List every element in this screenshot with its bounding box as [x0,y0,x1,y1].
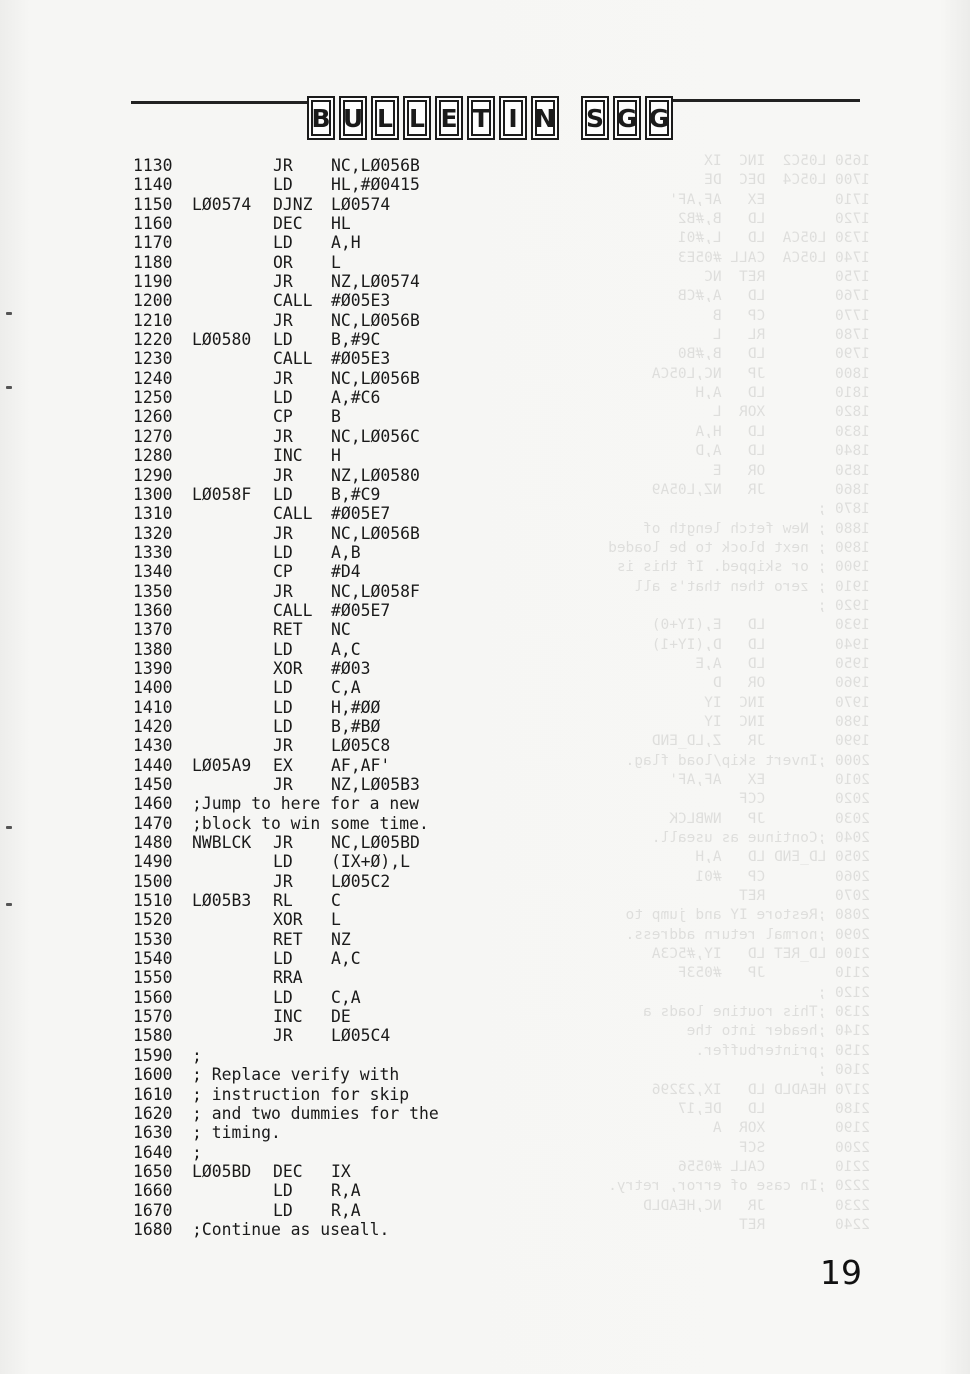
code-mnemonic: RRA [273,968,303,988]
code-mnemonic: LD [273,175,293,195]
masthead-letter: L [403,96,431,140]
code-comment: ; and two dummies for the [192,1103,439,1123]
code-line [133,427,439,446]
code-label [192,949,273,968]
line-number: 1420 [133,716,173,736]
line-number: 1470 [133,813,173,833]
code-mnemonic: JR [273,1026,293,1046]
code-label [192,640,273,659]
code-line [133,736,439,755]
code-line [133,833,439,852]
code-operand: LØ05C8 [331,736,391,756]
code-operand: #D4 [331,562,361,582]
code-operand: #Ø05E7 [331,600,391,620]
code-line [133,562,439,581]
code-mnemonic: CALL [273,291,313,311]
code-line [133,988,439,1007]
code-operand: IX [331,1161,351,1181]
code-operand: NZ,LØ0574 [331,272,420,292]
code-line [133,466,439,485]
code-line [133,968,439,987]
code-label: LØ05A9 [192,755,252,775]
code-label [192,524,273,543]
code-label [192,601,273,620]
code-line [133,1104,439,1123]
code-operand: L [331,910,341,930]
masthead-letter: U [339,96,367,140]
code-line [133,272,439,291]
code-operand: NC,LØ05BD [331,833,420,853]
line-number: 1150 [133,194,173,214]
line-number: 1340 [133,562,173,582]
code-line [133,659,439,678]
code-mnemonic: DEC [273,1161,303,1181]
punch-mark [6,826,12,829]
code-line [133,485,439,504]
header-rule-left [131,101,309,104]
code-mnemonic: LD [273,949,293,969]
line-number: 1620 [133,1103,173,1123]
masthead-letter: N [531,96,559,140]
code-mnemonic: XOR [273,658,303,678]
code-operand: NZ,LØ0580 [331,465,420,485]
line-number: 1600 [133,1065,173,1085]
code-line [133,775,439,794]
code-line [133,1085,439,1104]
code-line [133,717,439,736]
code-line [133,1065,439,1084]
code-mnemonic: JR [273,736,293,756]
code-mnemonic: DEC [273,214,303,234]
code-mnemonic: JR [273,523,293,543]
code-mnemonic: LD [273,1200,293,1220]
code-line [133,543,439,562]
code-mnemonic: RET [273,929,303,949]
line-number: 1370 [133,620,173,640]
line-number: 1540 [133,949,173,969]
code-line [133,794,439,813]
code-line [133,233,439,252]
code-line [133,253,439,272]
code-operand: C [331,891,341,911]
line-number: 1530 [133,929,173,949]
code-operand: AF,AF' [331,755,391,775]
code-operand: LØ05C2 [331,871,391,891]
code-line [133,311,439,330]
code-line [133,582,439,601]
code-operand: HL,#Ø0415 [331,175,420,195]
line-number: 1190 [133,272,173,292]
code-operand: C,A [331,678,361,698]
code-mnemonic: LD [273,484,293,504]
code-operand: LØ0574 [331,194,391,214]
code-label [192,620,273,639]
code-comment: ; timing. [192,1123,281,1143]
code-label: LØ0574 [192,194,252,214]
line-number: 1510 [133,891,173,911]
code-operand: NC,LØ058F [331,581,420,601]
code-mnemonic: XOR [273,910,303,930]
code-label: LØ058F [192,484,252,504]
code-line [133,930,439,949]
code-line [133,446,439,465]
code-mnemonic: JR [273,426,293,446]
code-operand: A,C [331,949,361,969]
punch-mark [6,386,12,389]
line-number: 1660 [133,1181,173,1201]
code-mnemonic: OR [273,252,293,272]
code-operand: DE [331,1007,351,1027]
code-line [133,620,439,639]
line-number: 1440 [133,755,173,775]
code-label [192,1007,273,1026]
code-mnemonic: JR [273,871,293,891]
code-line [133,872,439,891]
masthead-letter: G [613,96,641,140]
line-number: 1320 [133,523,173,543]
line-number: 1390 [133,658,173,678]
line-number: 1490 [133,852,173,872]
code-mnemonic: JR [273,581,293,601]
code-mnemonic: DJNZ [273,194,313,214]
code-operand: #Ø03 [331,658,371,678]
code-line [133,601,439,620]
code-operand: #Ø05E3 [331,291,391,311]
code-line [133,678,439,697]
code-mnemonic: RET [273,620,303,640]
code-listing [133,156,439,1239]
code-mnemonic: CALL [273,600,313,620]
code-line [133,1007,439,1026]
code-comment: ; [192,1045,202,1065]
line-number: 1640 [133,1142,173,1162]
code-line [133,1201,439,1220]
code-line [133,698,439,717]
code-mnemonic: CP [273,562,293,582]
code-label [192,407,273,426]
line-number: 1290 [133,465,173,485]
code-mnemonic: LD [273,852,293,872]
code-operand: NZ [331,929,351,949]
code-mnemonic: CALL [273,504,313,524]
code-label [192,233,273,252]
code-label [192,369,273,388]
code-line [133,291,439,310]
code-mnemonic: LD [273,233,293,253]
code-operand: B [331,407,341,427]
code-label [192,253,273,272]
code-operand: A,H [331,233,361,253]
code-mnemonic: LD [273,987,293,1007]
code-line [133,504,439,523]
code-line [133,910,439,929]
code-operand: B,#9C [331,330,381,350]
code-operand: NZ,LØ05B3 [331,775,420,794]
code-mnemonic: JR [273,156,293,175]
code-label [192,910,273,929]
code-mnemonic: LD [273,697,293,717]
code-operand: HL [331,214,351,234]
masthead-letter: T [467,96,495,140]
masthead-letter: G [645,96,673,140]
code-label [192,659,273,678]
code-mnemonic: LD [273,388,293,408]
code-mnemonic: CP [273,407,293,427]
code-mnemonic: LD [273,639,293,659]
code-mnemonic: JR [273,368,293,388]
code-line [133,1220,439,1239]
line-number: 1200 [133,291,173,311]
line-number: 1230 [133,349,173,369]
code-operand: B,#BØ [331,716,381,736]
code-mnemonic: INC [273,446,303,466]
code-line [133,1162,439,1181]
line-number: 1520 [133,910,173,930]
code-label [192,930,273,949]
code-line [133,349,439,368]
code-mnemonic: LD [273,542,293,562]
code-line [133,852,439,871]
code-comment: ;Continue as useall. [192,1219,390,1239]
code-operand: #Ø05E7 [331,504,391,524]
masthead-letter: B [307,96,335,140]
line-number: 1670 [133,1200,173,1220]
code-label: LØ05BD [192,1161,252,1181]
code-label: LØ0580 [192,330,252,350]
code-operand: NC,LØ056B [331,368,420,388]
code-line [133,175,439,194]
code-label [192,543,273,562]
code-label [192,214,273,233]
line-number: 1500 [133,871,173,891]
code-line [133,1123,439,1142]
line-number: 1680 [133,1219,173,1239]
masthead-letter: I [499,96,527,140]
code-label [192,311,273,330]
code-mnemonic: JR [273,310,293,330]
code-comment: ; instruction for skip [192,1084,410,1104]
code-label [192,988,273,1007]
code-label [192,717,273,736]
line-number: 1380 [133,639,173,659]
code-line [133,524,439,543]
code-label [192,446,273,465]
code-label [192,582,273,601]
line-number: 1210 [133,310,173,330]
line-number: 1160 [133,214,173,234]
code-operand: NC,LØ056C [331,426,420,446]
header-rule-right [653,99,860,102]
code-label [192,291,273,310]
code-mnemonic: LD [273,1181,293,1201]
code-label [192,1201,273,1220]
code-operand: NC,LØ056B [331,156,420,175]
code-operand: A,#C6 [331,388,381,408]
code-operand: NC,LØ056B [331,310,420,330]
code-line [133,195,439,214]
line-number: 1460 [133,794,173,814]
code-label [192,736,273,755]
code-operand: H,#ØØ [331,697,381,717]
code-line [133,369,439,388]
code-line [133,407,439,426]
code-operand: A,B [331,542,361,562]
punch-mark [6,312,12,315]
code-label [192,427,273,446]
code-line [133,214,439,233]
code-operand: NC,LØ056B [331,523,420,543]
line-number: 1570 [133,1007,173,1027]
code-operand: B,#C9 [331,484,381,504]
show-through-text: 1650 L05C2 INC IX 1700 L05C4 DEC DE 1710 EX AF,AF' 1720 LD B,#B2 1730 L05CA LD L,#01 1740 L05CA CALL #05E3 1750 RET NC 1760 LD A,#CB 1770 CP B 1780 RL L 1790 LD B,#B0 1800 JP NC,L05CA 1810 LD A,H 1820 XOR L 1830 LD H,A 1840 LD A,D 1850 OR E 1860 JR NZ,L05A9 1870 ; 1880 ; New fetch length of 1890 ; next block to be loaded 1900 ; or skipped. If this is 1910 ; zero then that's all 1920 ; 1930 LD E,(IY+0) 1940 LD D,(IY+1) 1950 LD A,E 1960 OR D 1970 INC IY 1980 INC IY 1990 JR Z,LD_END 2000 ;Invert skip/load flag. 2010 EX AF,AF' 2020 CCF 2030 JP NWBLCK 2040 ;Continue as useall. 2050 LD_END LD A,H 2060 CP #01 2070 RET 2080 ;Restore IY and jump to 2090 ;normal return address. 2100 LD_RET LD IY,#5C3A 2110 JP #053F 2120 ; 2130 ;This routine loads a 2140 ;header into the 2150 ;printerbuffer. 2160 ; 2170 HEADLD LD IX,23296 2180 LD DE,17 2190 XOR A 2200 SCF 2210 CALL #0556 2220 ;In case of error, retry. 2230 JR NC,HEADLD 2240 RET [608,153,870,1233]
code-comment: ;Jump to here for a new [192,794,419,814]
code-label [192,466,273,485]
code-comment: ; Replace verify with [192,1065,400,1085]
code-operand: A,C [331,639,361,659]
masthead-letter: E [435,96,463,140]
code-line [133,1046,439,1065]
code-line [133,814,439,833]
line-number: 1170 [133,233,173,253]
line-number: 1300 [133,484,173,504]
code-line [133,388,439,407]
line-number: 1280 [133,446,173,466]
code-line [133,891,439,910]
code-mnemonic: EX [273,755,293,775]
line-number: 1140 [133,175,173,195]
code-line [133,156,439,175]
code-line [133,640,439,659]
line-number: 1180 [133,252,173,272]
code-line [133,1026,439,1045]
code-operand: #Ø05E3 [331,349,391,369]
line-number: 1590 [133,1045,173,1065]
line-number: 1330 [133,542,173,562]
line-number: 1260 [133,407,173,427]
line-number: 1550 [133,968,173,988]
code-operand: C,A [331,987,361,1007]
punch-mark [6,903,12,906]
code-operand: R,A [331,1200,361,1220]
masthead-letter: S [581,96,609,140]
line-number: 1630 [133,1123,173,1143]
line-number: 1650 [133,1161,173,1181]
line-number: 1310 [133,504,173,524]
line-number: 1410 [133,697,173,717]
line-number: 1560 [133,987,173,1007]
line-number: 1480 [133,833,173,853]
code-label [192,872,273,891]
code-line [133,1143,439,1162]
code-operand: NC [331,620,351,640]
code-mnemonic: LD [273,330,293,350]
code-label: LØ05B3 [192,891,252,911]
code-operand: L [331,252,341,272]
masthead-logo [307,94,673,142]
code-label [192,678,273,697]
code-mnemonic: JR [273,775,293,794]
code-mnemonic: JR [273,272,293,292]
code-operand: (IX+Ø),L [331,852,410,872]
code-label: NWBLCK [192,833,252,853]
code-mnemonic: CALL [273,349,313,369]
code-line [133,1181,439,1200]
code-label [192,562,273,581]
line-number: 1130 [133,156,173,175]
code-comment: ;block to win some time. [192,813,429,833]
line-number: 1610 [133,1084,173,1104]
line-number: 1360 [133,600,173,620]
code-mnemonic: LD [273,678,293,698]
code-operand: LØ05C4 [331,1026,391,1046]
code-label [192,968,273,987]
code-label [192,698,273,717]
code-label [192,349,273,368]
line-number: 1580 [133,1026,173,1046]
code-label [192,156,273,175]
masthead-letter: L [371,96,399,140]
code-label [192,272,273,291]
code-label [192,775,273,794]
code-label [192,1181,273,1200]
code-label [192,504,273,523]
line-number: 1400 [133,678,173,698]
code-line [133,756,439,775]
code-operand: R,A [331,1181,361,1201]
code-operand: H [331,446,341,466]
line-number: 1270 [133,426,173,446]
code-mnemonic: INC [273,1007,303,1027]
code-label [192,1026,273,1045]
code-comment: ; [192,1142,202,1162]
code-label [192,388,273,407]
code-label [192,852,273,871]
line-number: 1430 [133,736,173,756]
line-number: 1220 [133,330,173,350]
code-mnemonic: JR [273,833,293,853]
line-number: 1350 [133,581,173,601]
code-line [133,949,439,968]
code-label [192,175,273,194]
code-mnemonic: LD [273,716,293,736]
code-mnemonic: JR [273,465,293,485]
line-number: 1250 [133,388,173,408]
code-line [133,330,439,349]
line-number: 1450 [133,775,173,794]
line-number: 1240 [133,368,173,388]
page-number: 19 [820,1253,862,1292]
code-mnemonic: RL [273,891,293,911]
